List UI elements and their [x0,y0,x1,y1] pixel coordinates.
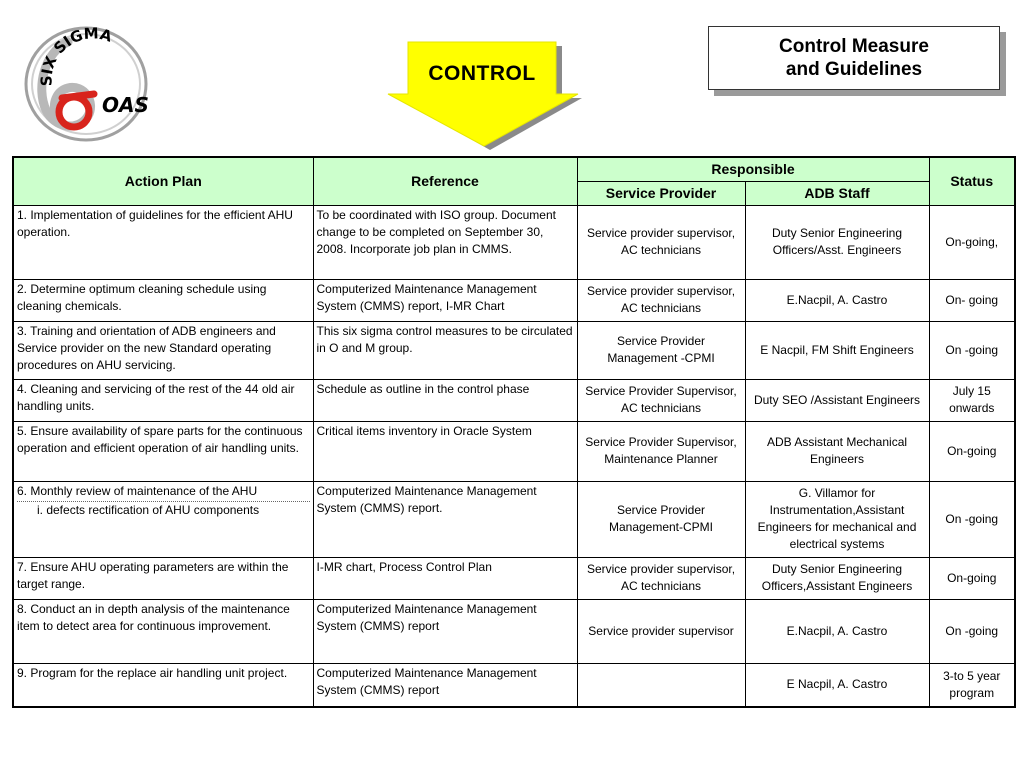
table-row [13,421,1015,481]
logo-bottom-text: OAS [102,93,149,117]
table-row [13,481,1015,557]
status-cell: 3-to 5 year program [929,663,1015,707]
provider-cell: Service Provider Supervisor, AC technicians [577,379,745,421]
page-title-line2: and Guidelines [785,59,923,80]
provider-cell: Service provider supervisor, AC technicians [577,557,745,599]
action-cell: 9. Program for the replace air handling unit project. [13,663,313,707]
action-cell: 5. Ensure availability of spare parts for the continuous operation and efficient operation of air handling units. [13,421,313,481]
table-row [13,279,1015,321]
header-status: Status [929,157,1015,205]
reference-cell: Computerized Maintenance Management System (CMMS) report [313,599,577,663]
reference-cell: To be coordinated with ISO group. Document change to be completed on September 30, 2008. Incorporate job plan in CMMS. [313,205,577,279]
provider-cell: Service Provider Management -CPMI [577,321,745,379]
header-service-provider: Service Provider [577,181,745,205]
provider-cell: Service provider supervisor, AC technicians [577,205,745,279]
status-cell: On -going [929,321,1015,379]
header-reference: Reference [313,157,577,205]
adb-staff-cell: E Nacpil, A. Castro [745,663,929,707]
status-cell: On-going, [929,205,1015,279]
adb-staff-cell: Duty Senior Engineering Officers/Asst. Engineers [745,205,929,279]
reference-cell: Critical items inventory in Oracle System [313,421,577,481]
header-responsible: Responsible [577,157,929,181]
table-row [13,557,1015,599]
adb-staff-cell: E Nacpil, FM Shift Engineers [745,321,929,379]
action-cell: 1. Implementation of guidelines for the efficient AHU operation. [13,205,313,279]
table-row [13,321,1015,379]
table-row [13,379,1015,421]
reference-cell: Computerized Maintenance Management System (CMMS) report, I-MR Chart [313,279,577,321]
header-adb-staff: ADB Staff [745,181,929,205]
status-cell: July 15 onwards [929,379,1015,421]
provider-cell [577,663,745,707]
action-text: 6. Monthly review of maintenance of the AHU [17,483,258,498]
header-action-plan: Action Plan [13,157,313,205]
provider-cell: Service provider supervisor, AC technicians [577,279,745,321]
status-cell: On -going [929,599,1015,663]
action-cell: 7. Ensure AHU operating parameters are within the target range. [13,557,313,599]
page-title-line1: Control Measure [779,36,929,57]
control-measures-table [12,156,1016,708]
reference-cell: Computerized Maintenance Management System (CMMS) report. [313,481,577,557]
six-sigma-logo-icon [22,24,150,144]
table-row [13,205,1015,279]
status-cell: On- going [929,279,1015,321]
status-cell: On-going [929,421,1015,481]
action-cell: 4. Cleaning and servicing of the rest of the 44 old air handling units. [13,379,313,421]
control-label: CONTROL [428,62,536,85]
reference-cell: I-MR chart, Process Control Plan [313,557,577,599]
table-row [13,663,1015,707]
action-cell: 8. Conduct an in depth analysis of the maintenance item to detect area for continuous improvement. [13,599,313,663]
adb-staff-cell: E.Nacpil, A. Castro [745,279,929,321]
provider-cell: Service Provider Supervisor, Maintenance Planner [577,421,745,481]
status-cell: On -going [929,481,1015,557]
page-title-box [708,26,1000,90]
reference-cell: Schedule as outline in the control phase [313,379,577,421]
adb-staff-cell: ADB Assistant Mechanical Engineers [745,421,929,481]
action-cell: 2. Determine optimum cleaning schedule using cleaning chemicals. [13,279,313,321]
adb-staff-cell: E.Nacpil, A. Castro [745,599,929,663]
provider-cell: Service provider supervisor [577,599,745,663]
logo-top-text: SIX SIGMA [37,24,114,87]
reference-cell: Computerized Maintenance Management System (CMMS) report [313,663,577,707]
adb-staff-cell: G. Villamor for Instrumentation,Assistant Engineers for mechanical and electrical systems [745,481,929,557]
six-sigma-oas-logo [22,24,150,144]
adb-staff-cell: Duty SEO /Assistant Engineers [745,379,929,421]
action-cell [13,481,313,557]
adb-staff-cell: Duty Senior Engineering Officers,Assistant Engineers [745,557,929,599]
reference-cell: This six sigma control measures to be circulated in O and M group. [313,321,577,379]
action-subitem: i. defects rectification of AHU components [17,501,310,519]
provider-cell: Service Provider Management-CPMI [577,481,745,557]
action-cell: 3. Training and orientation of ADB engineers and Service provider on the new Standard operating procedures on AHU servicing. [13,321,313,379]
table-row [13,599,1015,663]
status-cell: On-going [929,557,1015,599]
